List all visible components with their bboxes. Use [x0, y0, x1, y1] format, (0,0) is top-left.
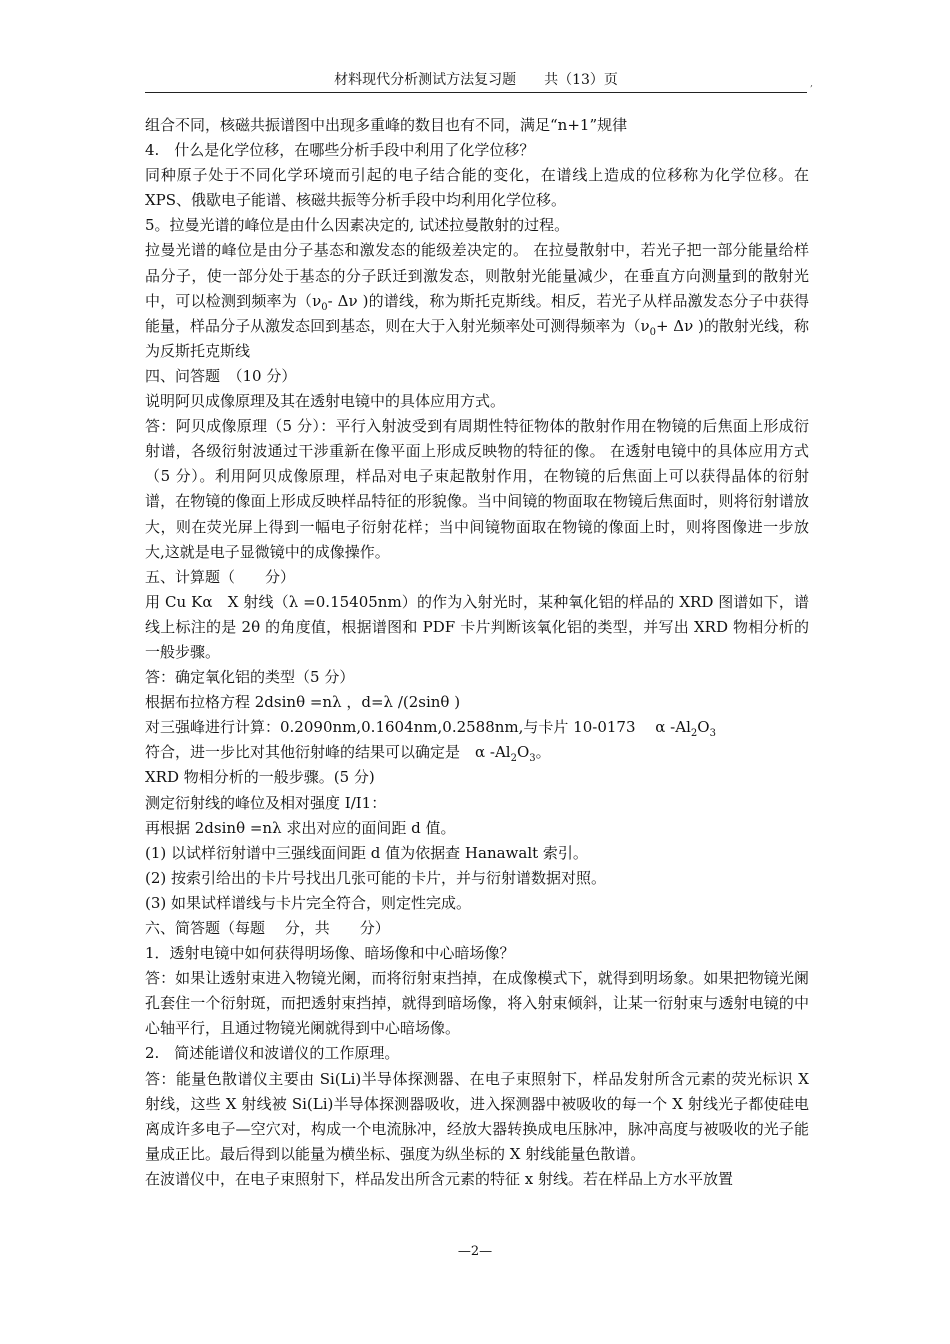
- peak-calculation: [145, 715, 809, 740]
- subscript-three: 3: [709, 728, 716, 740]
- oxygen-symbol: O: [516, 743, 530, 762]
- question-eds-wds: 2. 简述能谱仪和波谱仪的工作原理。: [145, 1044, 400, 1063]
- page-header: [145, 70, 813, 93]
- subscript-zero: 0: [649, 326, 656, 338]
- text-line: 组合不同，核磁共振谱图中出现多重峰的数目也有不同，满足“n+1”规律: [145, 116, 628, 134]
- conclusion-period: 。: [535, 743, 551, 762]
- subscript-three: 3: [529, 753, 536, 765]
- question-tem: 1．透射电镜中如何获得明场像、暗场像和中心暗场像？: [145, 944, 515, 963]
- page-number: —2—: [457, 1244, 493, 1259]
- header-title: 材料现代分析测试方法复习题 共（13）页: [334, 72, 618, 88]
- conclusion-text: 符合，进一步比对其他衍射峰的结果可以确定是 α -Al: [145, 743, 511, 762]
- subscript-zero: 0: [321, 301, 328, 313]
- xrd-step-text: 再根据 2dsinθ =nλ 求出对应的面间距 d 值。: [145, 818, 456, 837]
- answer-xrd-title: 答：确定氧化铝的类型（5 分）: [145, 668, 355, 687]
- oxygen-symbol: O: [697, 718, 710, 737]
- xrd-steps-title: XRD 物相分析的一般步骤。(5 分): [145, 768, 375, 787]
- peak-calculation-text: 对三强峰进行计算：0.2090nm,0.1604nm,0.2588nm,与卡片 10-0173 α -Al: [145, 718, 691, 737]
- answer-5-part-1: 拉曼光谱的峰位是由分子基态和激发态的能级差决定的。 在拉曼散射中，若光子把一部分能量给样品分子，使一部分处于基态的分子跃迁到激发态，则散射光能量减少，在垂直方向测量到的散射光中，可以检测到频率为（ν: [145, 241, 809, 310]
- header-corner-mark: ,: [810, 79, 813, 89]
- answer-tem: 答：如果让透射束进入物镜光阑，而将衍射束挡掉，在成像模式下，就得到明场象。如果把物镜光阑孔套住一个衍射斑，而把透射束挡掉，就得到暗场像，将入射束倾斜，让某一衍射束与透射电镜的中心轴平行，且通过物镜光阑就得到中心暗场像。: [145, 969, 809, 1038]
- answer-4: 同种原子处于不同化学环境而引起的电子结合能的变化，在谱线上造成的位移称为化学位移。在 XPS、俄歇电子能谱、核磁共振等分析手段中均利用化学位移。: [145, 166, 809, 210]
- answer-5-part-3: + Δν )的散射光线，称为反斯托克斯线: [145, 316, 809, 360]
- xrd-step-2: (2) 按索引给出的卡片号找出几张可能的卡片，并与衍射谱数据对照。: [145, 868, 607, 887]
- answer-eds: 答：能量色散谱仪主要由 Si(Li)半导体探测器、在电子束照射下，样品发射所含元素的荧光标识 X 射线，这些 X 射线被 Si(Li)半导体探测器吸收，进入探测器中被吸收的每一个 X 射线光子都使硅电离成许多电子—空穴对，构成一个电流脉冲，经放大器转换成电压脉冲，脉冲高度与被吸收的光子能量成正比。最后得到以能量为横坐标、强度为纵坐标的 X 射线能量色散谱。: [145, 1069, 809, 1163]
- answer-abbe: 答：阿贝成像原理（5 分）：平行入射波受到有周期性特征物体的散射作用在物镜的后焦面上形成衍射谱，各级衍射波通过干涉重新在像平面上形成反映物的特征的像。 在透射电镜中的具体应用方式（5 分）。利用阿贝成像原理，样品对电子束起散射作用，在物镜的后焦面上可以获得晶体的衍射谱，在物镜的像面上形成反映样品特征的形貌像。当中间镜的物面取在物镜后焦面时，则将衍射谱放大，则在荧光屏上得到一幅电子衍射花样；当中间镜物面取在物镜的像面上时，则将图像进一步放大,这就是电子显微镜中的成像操作。: [145, 417, 809, 561]
- section-heading-6: 六、简答题（每题 分，共 分）: [145, 919, 390, 937]
- xrd-step-1: (1) 以试样衍射谱中三强线面间距 d 值为依据查 Hanawalt 索引。: [145, 843, 588, 862]
- subscript-two: 2: [690, 728, 698, 740]
- question-abbe: 说明阿贝成像原理及其在透射电镜中的具体应用方式。: [145, 392, 506, 411]
- section-heading-4: 四、问答题 （10 分）: [145, 366, 297, 385]
- bragg-equation: 根据布拉格方程 2dsinθ =nλ ，d=λ /(2sinθ ): [145, 693, 461, 712]
- page-body: [145, 113, 809, 1192]
- question-4: 4. 什么是化学位移，在哪些分析手段中利用了化学位移？: [145, 141, 535, 160]
- xrd-step-3: (3) 如果试样谱线与卡片完全符合，则定性完成。: [145, 893, 472, 912]
- answer-wds: 在波谱仪中，在电子束照射下，样品发出所含元素的特征 x 射线。若在样品上方水平放置: [145, 1169, 733, 1188]
- question-xrd: 用 Cu Kα X 射线（λ =0.15405nm）的作为入射光时，某种氧化铝的样品的 XRD 图谱如下，谱线上标注的是 2θ 的角度值，根据谱图和 PDF 卡片判断该氧化铝的类型，并写出 XRD 物相分析的一般步骤。: [145, 592, 809, 661]
- xrd-step-text: 测定衍射线的峰位及相对强度 I/I1：: [145, 793, 387, 812]
- subscript-two: 2: [510, 753, 517, 765]
- question-5: 5。拉曼光谱的峰位是由什么因素决定的, 试述拉曼散射的过程。: [145, 216, 570, 235]
- conclusion-line: [145, 740, 809, 765]
- answer-5: [145, 238, 809, 363]
- section-heading-5: 五、计算题（ 分）: [145, 567, 296, 586]
- answer-5-part-2: - Δν )的谱线，称为斯托克斯线。相反，若光子从样品激发态分子中获得能量，样品分子从激发态回到基态，则在大于入射光频率处可测得频率为（ν: [145, 291, 809, 335]
